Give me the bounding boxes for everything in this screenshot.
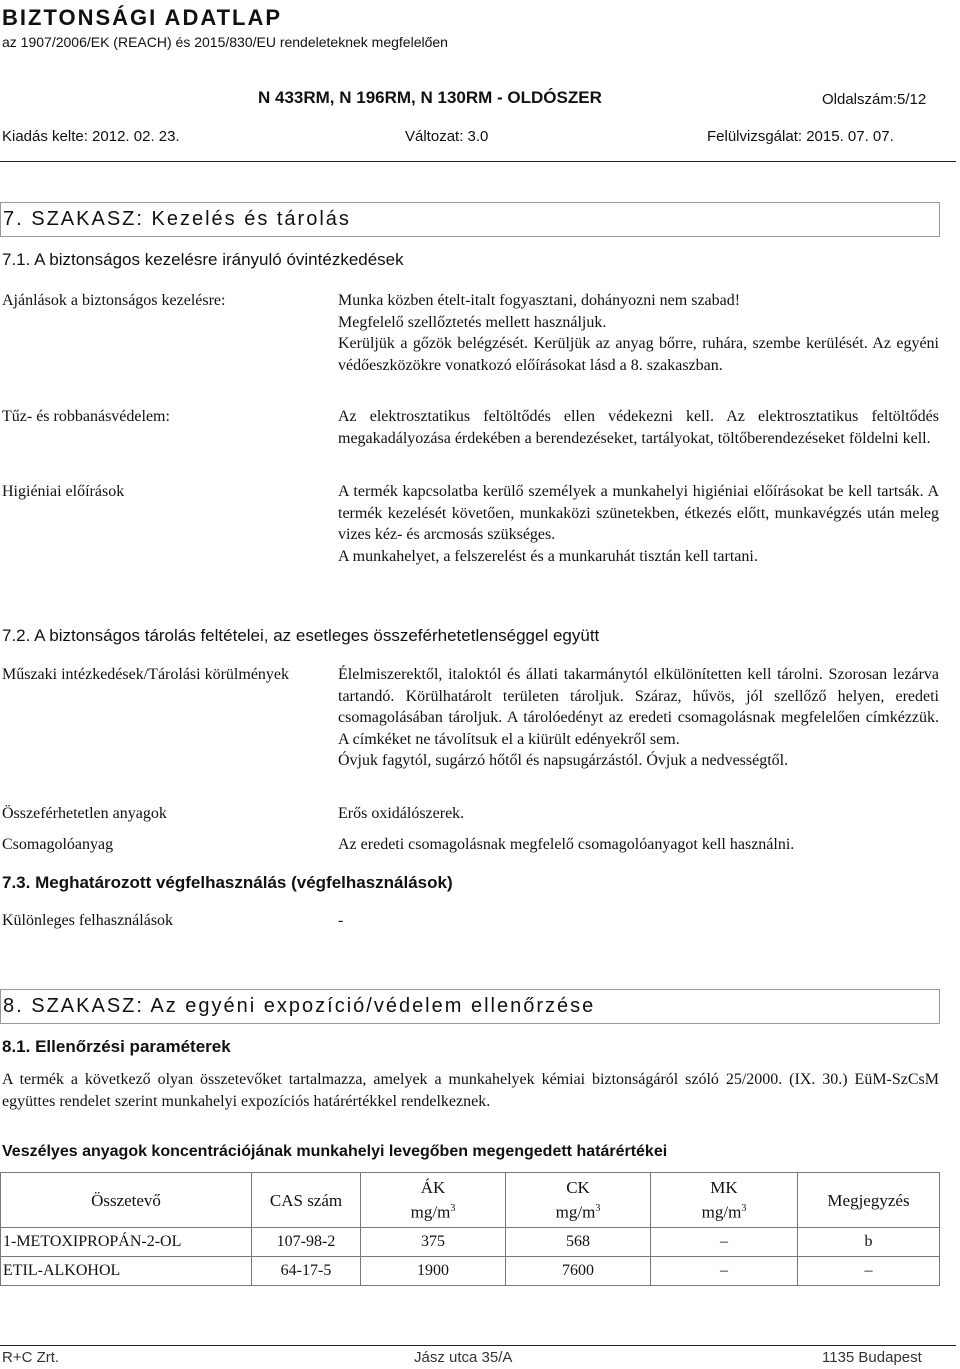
footer-street: Jász utca 35/A xyxy=(414,1349,513,1366)
footer-divider xyxy=(0,1345,956,1346)
handling-text: Munka közben ételt-italt fogyasztani, dohányozni nem szabad! Megfelelő szellőztetés mellett használjuk. Kerüljük a gőzök belégzését. Kerüljük az anyag bőrre, ruhára, szembe kerülését. Az egyéni védőeszközökre vonatkozó előírásokat lásd a 8. szakaszban. xyxy=(338,292,939,374)
table-row xyxy=(1,1228,940,1257)
footer-city: 1135 Budapest xyxy=(822,1349,922,1366)
header-divider xyxy=(0,161,956,162)
cell-ck: 568 xyxy=(506,1228,651,1257)
incompatible-materials-label: Összeférhetetlen anyagok xyxy=(2,805,167,822)
subsection-7-3-title: 7.3. Meghatározott végfelhasználás (végfelhasználások) xyxy=(2,873,453,892)
cell-cas: 107-98-2 xyxy=(252,1228,361,1257)
cell-remark: b xyxy=(798,1228,940,1257)
storage-conditions-label: Műszaki intézkedések/Tárolási körülmények xyxy=(2,666,290,683)
section-8-heading: 8. SZAKASZ: Az egyéni expozíció/védelem ellenőrzése xyxy=(0,989,940,1024)
cell-ck: 7600 xyxy=(506,1257,651,1286)
cell-ak: 375 xyxy=(361,1228,506,1257)
col-header-ak: ÁK $mg/m^3$ xyxy=(361,1173,506,1228)
packaging-label: Csomagolóanyag xyxy=(2,836,114,853)
cell-mk: – xyxy=(651,1228,798,1257)
hygiene-text: A termék kapcsolatba kerülő személyek a munkahelyi higiéniai előírásokat be kell tartsák. A termék kezelését követően, munkaközi szünetekben, étkezés előtt, munkavégzés után meleg vizes kéz- és arcmosás szükséges. A munkahelyet, a felszerelést és a munkaruhát tisztán kell tartani. xyxy=(338,483,939,565)
cell-cas: 64-17-5 xyxy=(252,1257,361,1286)
incompatible-materials-text: Erős oxidálószerek. xyxy=(338,805,465,822)
cell-mk: – xyxy=(651,1257,798,1286)
col-header-component: Összetevő xyxy=(1,1173,252,1228)
version: Változat: 3.0 xyxy=(405,128,489,145)
fire-protection-text: Az elektrosztatikus feltöltődés ellen védekezni kell. Az elektrosztatikus feltöltődés megakadályozása érdekében a berendezéseket, tartályokat, töltőberendezéseket földelni kell. xyxy=(338,408,939,447)
cell-component: ETIL-ALKOHOL xyxy=(1,1257,252,1286)
cell-component: 1-METOXIPROPÁN-2-OL xyxy=(1,1228,252,1257)
subsection-7-2-title: 7.2. A biztonságos tárolás feltételei, az esetleges összeférhetetlenséggel együtt xyxy=(2,626,600,645)
special-uses-value: - xyxy=(338,912,344,929)
subsection-8-1-title: 8.1. Ellenőrzési paraméterek xyxy=(2,1037,231,1056)
packaging-text: Az eredeti csomagolásnak megfelelő csomagolóanyagot kell használni. xyxy=(338,836,795,853)
table-header-row xyxy=(1,1173,940,1228)
handling-label: Ajánlások a biztonságos kezelésre: xyxy=(2,292,226,309)
table-row xyxy=(1,1257,940,1286)
col-header-remark: Megjegyzés xyxy=(798,1173,940,1228)
exposure-limits-table xyxy=(0,1172,940,1286)
col-header-mk: MK $mg/m^3$ xyxy=(651,1173,798,1228)
subsection-7-1-title: 7.1. A biztonságos kezelésre irányuló óvintézkedések xyxy=(2,250,404,269)
footer-company: R+C Zrt. xyxy=(2,1349,60,1366)
limit-values-table-title: Veszélyes anyagok koncentrációjának munkahelyi levegőben megengedett határértékei xyxy=(2,1143,668,1160)
hygiene-label: Higiéniai előírások xyxy=(2,483,125,500)
review-date: Felülvizsgálat: 2015. 07. 07. xyxy=(707,128,894,145)
document-title: BIZTONSÁGI ADATLAP xyxy=(2,5,283,30)
page-number: Oldalszám:5/12 xyxy=(822,91,927,108)
document-subtitle: az 1907/2006/EK (REACH) és 2015/830/EU rendeleteknek megfelelően xyxy=(2,34,448,50)
cell-ak: 1900 xyxy=(361,1257,506,1286)
col-header-cas: CAS szám xyxy=(252,1173,361,1228)
issue-date: Kiadás kelte: 2012. 02. 23. xyxy=(2,128,180,145)
special-uses-label: Különleges felhasználások xyxy=(2,912,174,929)
product-name: N 433RM, N 196RM, N 130RM - OLDÓSZER xyxy=(258,88,602,107)
control-parameters-text: A termék a következő olyan összetevőket tartalmazza, amelyek a munkahelyek kémiai biztonságáról szóló 25/2000. (IX. 30.) EüM-SzCsM együttes rendelet szerint munkahelyi expozíciós határértékkel rendelkeznek. xyxy=(2,1071,939,1110)
storage-conditions-text: Élelmiszerektől, italoktól és állati takarmánytól elkülönítetten kell tárolni. Szorosan lezárva tartandó. Körülhatárolt területen tároljuk. Száraz, hűvös, jól szellőző helyen, eredeti csomagolásában tároljuk. A tárolóedényt az eredeti csomagolásnak megfelelően címkézzük. A címkéket ne távolítsuk el a kiürült edényekről sem. Óvjuk fagytól, sugárzó hőtől és napsugárzástól. Óvjuk a nedvességtől. xyxy=(338,666,939,769)
section-7-heading: 7. SZAKASZ: Kezelés és tárolás xyxy=(0,202,940,237)
col-header-ck: CK $mg/m^3$ xyxy=(506,1173,651,1228)
cell-remark: – xyxy=(798,1257,940,1286)
fire-protection-label: Tűz- és robbanásvédelem: xyxy=(2,408,170,425)
